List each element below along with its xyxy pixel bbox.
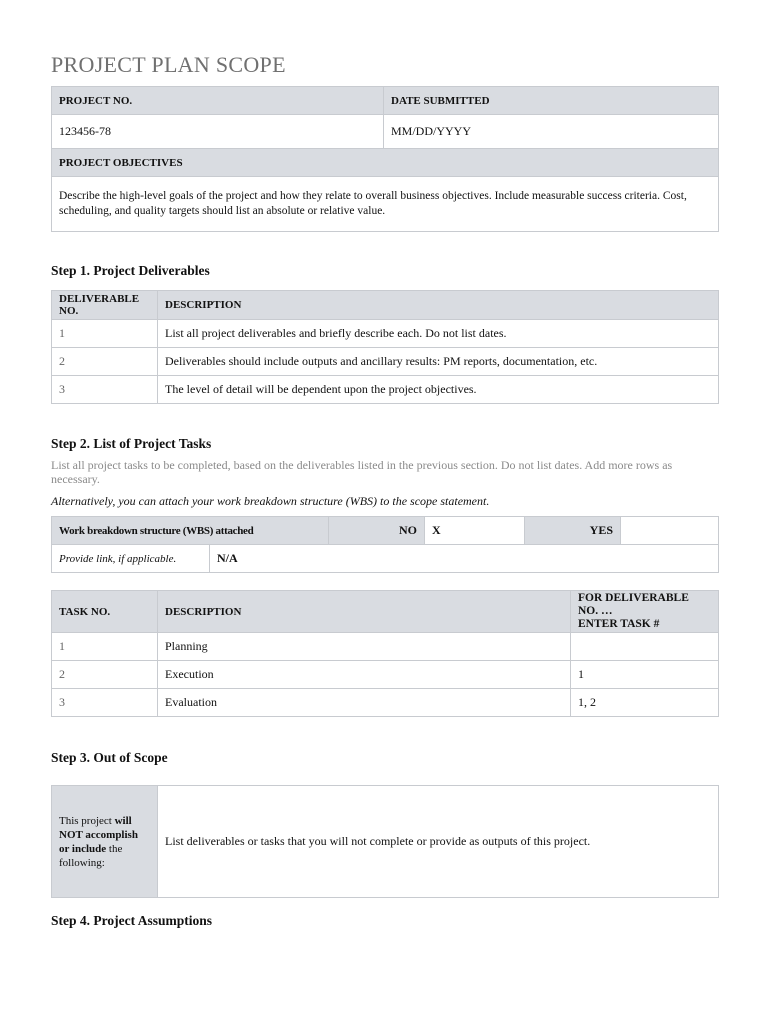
table-row	[52, 320, 719, 348]
task-for[interactable]	[571, 633, 719, 661]
project-objectives-label: PROJECT OBJECTIVES	[52, 149, 719, 177]
task-no-header: TASK NO.	[52, 591, 158, 633]
task-for[interactable]: 1	[571, 661, 719, 689]
wbs-no-label: NO	[329, 517, 425, 545]
deliverable-no[interactable]: 2	[52, 348, 158, 376]
wbs-label: Work breakdown structure (WBS) attached	[52, 517, 329, 545]
project-objectives-text[interactable]: Describe the high-level goals of the project and how they relate to overall business objectives. Include measurable success criteria. Cost, scheduling, and quality targets should list an absolute or relative value.	[52, 177, 719, 232]
table-row	[52, 348, 719, 376]
link-value[interactable]: N/A	[210, 545, 719, 573]
out-of-scope-text[interactable]: List deliverables or tasks that you will not complete or provide as outputs of this project.	[158, 786, 719, 898]
task-no[interactable]: 3	[52, 689, 158, 717]
step3-heading: Step 3. Out of Scope	[51, 750, 168, 765]
out-of-scope-table	[51, 785, 719, 898]
step2-alt-note: Alternatively, you can attach your work breakdown structure (WBS) to the scope statement.	[51, 494, 490, 508]
table-row	[52, 661, 719, 689]
deliverable-desc[interactable]: Deliverables should include outputs and ancillary results: PM reports, documentation, etc.	[158, 348, 719, 376]
wbs-table	[51, 516, 719, 573]
task-for-header-line1: FOR DELIVERABLE NO. …	[578, 592, 689, 617]
table-row	[52, 633, 719, 661]
out-of-scope-label	[52, 786, 158, 898]
step2-heading: Step 2. List of Project Tasks	[51, 436, 212, 451]
deliverable-no[interactable]: 1	[52, 320, 158, 348]
date-submitted-label: DATE SUBMITTED	[384, 87, 719, 115]
out-of-scope-label-post: the following:	[59, 842, 123, 869]
deliverable-no[interactable]: 3	[52, 376, 158, 404]
out-of-scope-label-pre: This project	[59, 814, 115, 827]
project-no-label: PROJECT NO.	[52, 87, 384, 115]
project-header-table	[51, 86, 719, 232]
page-title: PROJECT PLAN SCOPE	[51, 52, 286, 77]
step2-note: List all project tasks to be completed, based on the deliverables listed in the previous section. Do not list dates. Add more rows as necessary.	[51, 458, 673, 486]
task-desc-header: DESCRIPTION	[158, 591, 571, 633]
deliverables-table	[51, 290, 719, 404]
task-desc[interactable]: Planning	[158, 633, 571, 661]
deliverable-desc-header: DESCRIPTION	[158, 291, 719, 320]
deliverable-no-header: DELIVERABLE NO.	[52, 291, 158, 320]
wbs-no-value[interactable]: X	[425, 517, 525, 545]
task-for-header-line2: ENTER TASK #	[578, 618, 660, 630]
deliverable-desc[interactable]: List all project deliverables and briefly describe each. Do not list dates.	[158, 320, 719, 348]
tasks-table	[51, 590, 719, 717]
step1-heading: Step 1. Project Deliverables	[51, 263, 210, 278]
project-no-value[interactable]: 123456-78	[52, 115, 384, 149]
wbs-yes-value[interactable]	[621, 517, 719, 545]
task-no[interactable]: 1	[52, 633, 158, 661]
task-desc[interactable]: Evaluation	[158, 689, 571, 717]
wbs-yes-label: YES	[525, 517, 621, 545]
date-submitted-value[interactable]: MM/DD/YYYY	[384, 115, 719, 149]
task-no[interactable]: 2	[52, 661, 158, 689]
table-row	[52, 689, 719, 717]
task-for[interactable]: 1, 2	[571, 689, 719, 717]
task-for-header	[571, 591, 719, 633]
step4-heading: Step 4. Project Assumptions	[51, 913, 213, 928]
task-desc[interactable]: Execution	[158, 661, 571, 689]
table-row	[52, 376, 719, 404]
deliverable-desc[interactable]: The level of detail will be dependent upon the project objectives.	[158, 376, 719, 404]
link-label: Provide link, if applicable.	[52, 545, 210, 573]
out-of-scope-label-bold: will NOT accomplish or include	[59, 814, 138, 855]
